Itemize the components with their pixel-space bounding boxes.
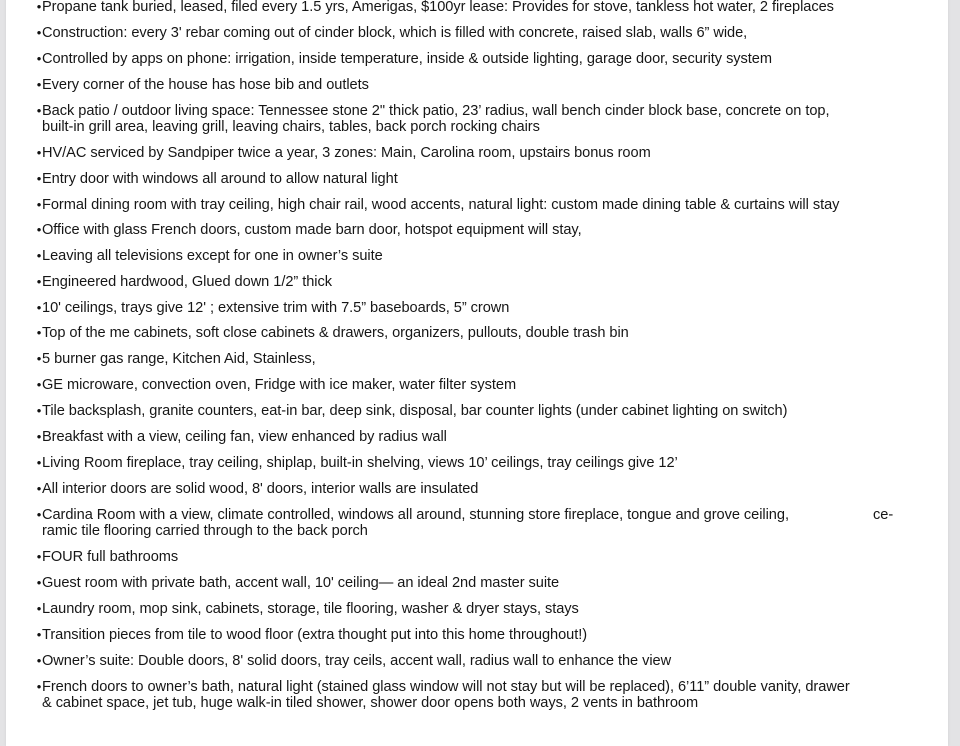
item-text: Top of the me cabinets, soft close cabinets & drawers, organizers, pullouts, double trash bin — [42, 325, 629, 341]
item-text-continued: ramic tile flooring carried through to the back porch — [42, 523, 368, 539]
item-text: Tile backsplash, granite counters, eat-in bar, deep sink, disposal, bar counter lights (under cabinet lighting on switch) — [42, 403, 788, 419]
list-item — [6, 679, 906, 711]
item-text: Cardina Room with a view, climate controlled, windows all around, stunning store fireplace, tongue and grove ceiling, — [42, 507, 789, 523]
list-item — [6, 325, 906, 341]
list-item — [6, 145, 906, 161]
list-item — [6, 549, 906, 565]
item-text: Entry door with windows all around to allow natural light — [42, 171, 398, 187]
list-item — [6, 248, 906, 264]
item-text: Leaving all televisions except for one in owner’s suite — [42, 248, 383, 264]
list-item — [6, 507, 906, 539]
list-item — [6, 0, 906, 15]
bullet: • — [36, 77, 42, 92]
bullet: • — [36, 248, 42, 263]
item-text: 10' ceilings, trays give 12' ; extensive trim with 7.5” baseboards, 5” crown — [42, 300, 510, 316]
list-item — [6, 403, 906, 419]
bullet: • — [36, 601, 42, 616]
list-item — [6, 653, 906, 669]
bullet: • — [36, 145, 42, 160]
list-item — [6, 274, 906, 290]
bullet: • — [36, 103, 42, 118]
item-text: Transition pieces from tile to wood floor (extra thought put into this home throughout!) — [42, 627, 588, 643]
item-text: Back patio / outdoor living space: Tennessee stone 2" thick patio, 23’ radius, wall bench cinder block base, concrete on top, — [42, 103, 830, 119]
item-text: Propane tank buried, leased, filed every 1.5 yrs, Amerigas, $100yr lease: Provides for stove, tankless hot water, 2 fireplaces — [42, 0, 834, 15]
list-item — [6, 575, 906, 591]
list-item — [6, 103, 906, 135]
item-text-continued: built-in grill area, leaving grill, leaving chairs, tables, back porch rocking chairs — [42, 119, 540, 135]
bullet: • — [36, 0, 42, 14]
item-text: GE microware, convection oven, Fridge with ice maker, water filter system — [42, 377, 517, 393]
list-item — [6, 77, 906, 93]
bullet: • — [36, 197, 42, 212]
bullet: • — [36, 507, 42, 522]
item-text: Engineered hardwood, Glued down 1/2” thick — [42, 274, 332, 290]
list-item — [6, 25, 906, 41]
item-text: Guest room with private bath, accent wall, 10' ceiling— an ideal 2nd master suite — [42, 575, 560, 591]
item-text: 5 burner gas range, Kitchen Aid, Stainless, — [42, 351, 316, 367]
bullet: • — [36, 627, 42, 642]
bullet: • — [36, 679, 42, 694]
bullet: • — [36, 51, 42, 66]
bullet: • — [36, 300, 42, 315]
bullet: • — [36, 403, 42, 418]
item-text: FOUR full bathrooms — [42, 549, 179, 565]
bullet: • — [36, 351, 42, 366]
document-page — [6, 0, 948, 746]
item-text: Every corner of the house has hose bib and outlets — [42, 77, 369, 93]
item-text: Controlled by apps on phone: irrigation, inside temperature, inside & outside lighting, garage door, security system — [42, 51, 772, 67]
item-text: All interior doors are solid wood, 8' doors, interior walls are insulated — [42, 481, 479, 497]
list-item — [6, 455, 906, 471]
hyphen-fragment: ce- — [873, 507, 894, 523]
list-item — [6, 601, 906, 617]
list-item — [6, 222, 906, 238]
bullet: • — [36, 171, 42, 186]
bullet: • — [36, 429, 42, 444]
bullet: • — [36, 653, 42, 668]
list-item — [6, 377, 906, 393]
list-item — [6, 429, 906, 445]
item-text: HV/AC serviced by Sandpiper twice a year, 3 zones: Main, Carolina room, upstairs bonus room — [42, 145, 651, 161]
item-text: Owner’s suite: Double doors, 8' solid doors, tray ceils, accent wall, radius wall to enhance the view — [42, 653, 672, 669]
item-text: Living Room fireplace, tray ceiling, shiplap, built-in shelving, views 10’ ceilings, tray ceilings give 12’ — [42, 455, 678, 471]
list-item — [6, 300, 906, 316]
list-item — [6, 627, 906, 643]
item-text-continued: & cabinet space, jet tub, huge walk-in tiled shower, shower door opens both ways, 2 vents in bathroom — [42, 695, 699, 711]
bullet: • — [36, 549, 42, 564]
list-item — [6, 51, 906, 67]
bullet: • — [36, 575, 42, 590]
item-text: Breakfast with a view, ceiling fan, view enhanced by radius wall — [42, 429, 447, 445]
bullet: • — [36, 325, 42, 340]
item-text: French doors to owner’s bath, natural light (stained glass window will not stay but will be replaced), 6’11” double vanity, drawer — [42, 679, 850, 695]
item-text: Construction: every 3' rebar coming out of cinder block, which is filled with concrete, raised slab, walls 6” wide, — [42, 25, 748, 41]
list-item — [6, 351, 906, 367]
bullet: • — [36, 274, 42, 289]
list-item — [6, 197, 906, 213]
list-item — [6, 171, 906, 187]
bullet: • — [36, 222, 42, 237]
item-text: Laundry room, mop sink, cabinets, storage, tile flooring, washer & dryer stays, stays — [42, 601, 579, 617]
item-text: Office with glass French doors, custom made barn door, hotspot equipment will stay, — [42, 222, 582, 238]
bullet: • — [36, 481, 42, 496]
bullet: • — [36, 25, 42, 40]
item-text: Formal dining room with tray ceiling, high chair rail, wood accents, natural light: custom made dining table & curtains will stay — [42, 197, 840, 213]
bullet: • — [36, 377, 42, 392]
list-item — [6, 481, 906, 497]
bullet: • — [36, 455, 42, 470]
